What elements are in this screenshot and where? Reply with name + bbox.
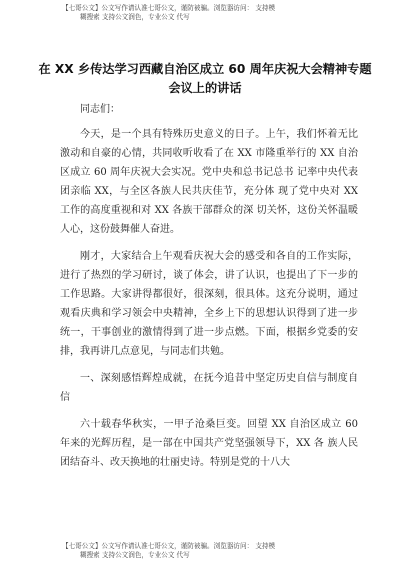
document-body: [60, 100, 358, 480]
page-footer: [0, 542, 410, 560]
page-header: [0, 4, 410, 22]
greeting: 同志们：: [80, 104, 120, 115]
footer-line-2: 糊搜索 支持公文润色，专业公文 代写: [80, 551, 190, 559]
header-line-1: 【七哥公文】公文写作请认准七哥公文，谨防被骗。浏览器访问： 支持模: [62, 4, 276, 12]
paragraph: 今天，是一个具有特殊历史意义的日子。上午，我们怀着无比激动和自豪的心情，共同收听收看了在 XX 市隆重举行的 XX 自治区成立 60 周年庆祝大会实况。党中央和总书记总书 记率中央代表团亲临 XX，与全区各族人民共庆佳节，充分体 现了党中央对 XX 工作的高度重视和对 XX 各族干部群众的深 切关怀，这份关怀温暖人心，这份鼓舞催人奋进。: [60, 129, 358, 235]
document-title: 在 XX 乡传达学习西藏自治区成立 60 周年庆祝大会精神专题 会议上的讲话: [38, 62, 372, 95]
header-line-2: 糊搜索 支持公文润色，专业公文 代写: [80, 13, 190, 21]
footer-line-1: 【七哥公文】公文写作请认准七哥公文，谨防被骗。浏览器访问： 支持模: [62, 542, 276, 550]
section-heading: 一、深刻感悟辉煌成就，在抚今追昔中坚定历史自信与制度自信: [60, 373, 358, 403]
paragraph: 六十载春华秋实，一甲子沧桑巨变。回望 XX 自治区成立 60 年来的光辉历程，是一部在中国共产党坚强领导下，XX 各 族人民团结奋斗、改天换地的壮丽史诗。特别是党的十八大: [60, 419, 358, 468]
paragraph: 刚才，大家结合上午观看庆祝大会的感受和各自的工作实际，进行了热烈的学习研讨，谈了体会，讲了认识，也提出了下一步的工作思路。大家讲得都很好，很深刻，很具体。这充分说明，通过观看庆典和学习领会中央精神，全乡上下的思想认识得到了进一步统一，干事创业的激情得到了进一步点燃。下面，根据乡党委的安排，我再讲几点意见，与同志们共勉。: [60, 251, 358, 357]
